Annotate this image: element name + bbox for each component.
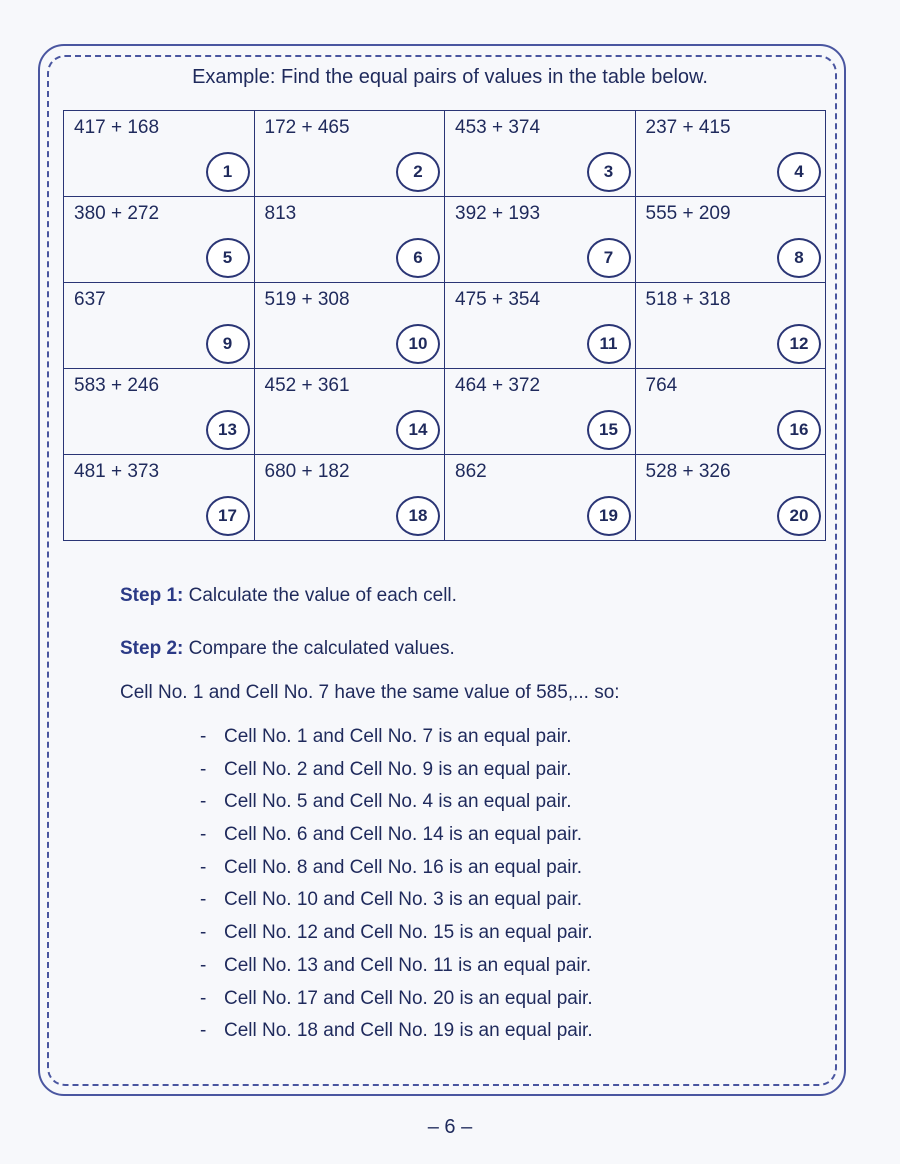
cell-number-circle: 9: [206, 324, 250, 364]
table-cell: [445, 369, 636, 455]
cell-expression: 392 + 193: [455, 203, 541, 224]
bullet-dash: -: [200, 856, 207, 878]
table-row: [64, 455, 826, 541]
table-cell: [445, 111, 636, 197]
table-cell: [64, 283, 255, 369]
table-cell: [635, 369, 826, 455]
cell-expression: 475 + 354: [455, 289, 541, 310]
table-cell: [254, 197, 445, 283]
list-item: [200, 954, 593, 987]
cell-expression: 518 + 318: [645, 289, 731, 310]
list-item: [200, 790, 593, 823]
cell-number-circle: 14: [396, 410, 440, 450]
table-cell: [64, 369, 255, 455]
bullet-dash: -: [200, 954, 207, 976]
cell-expression: 380 + 272: [74, 203, 160, 224]
bullet-dash: -: [200, 1020, 207, 1042]
table-cell: [635, 197, 826, 283]
cell-number-circle: 19: [587, 496, 631, 536]
pair-text: Cell No. 2 and Cell No. 9 is an equal pair.: [224, 758, 572, 780]
cell-expression: 452 + 361: [264, 375, 350, 396]
table-row: [64, 283, 826, 369]
intro-text: Cell No. 1 and Cell No. 7 have the same value of 585,... so:: [120, 682, 620, 703]
pair-text: Cell No. 18 and Cell No. 19 is an equal pair.: [224, 1020, 593, 1042]
cell-number-circle: 12: [777, 324, 821, 364]
list-item: [200, 1019, 593, 1052]
bullet-dash: -: [200, 889, 207, 911]
cell-expression: 417 + 168: [74, 117, 160, 138]
table-cell: [635, 111, 826, 197]
cell-number-circle: 1: [206, 152, 250, 192]
cell-number-circle: 3: [587, 152, 631, 192]
table-cell: [64, 197, 255, 283]
table-cell: [64, 111, 255, 197]
cell-number-circle: 18: [396, 496, 440, 536]
pair-text: Cell No. 1 and Cell No. 7 is an equal pair.: [224, 726, 572, 747]
pair-text: Cell No. 10 and Cell No. 3 is an equal pair.: [224, 889, 583, 911]
cell-expression: 453 + 374: [455, 117, 541, 138]
step-1: [120, 585, 457, 607]
pair-text: Cell No. 6 and Cell No. 14 is an equal pair.: [224, 824, 583, 846]
cell-expression: 528 + 326: [645, 461, 731, 482]
cell-expression: 637: [74, 289, 106, 310]
table-row: [64, 111, 826, 197]
list-item: [200, 888, 593, 921]
cell-number-circle: 6: [396, 238, 440, 278]
table-cell: [64, 455, 255, 541]
table-cell: [445, 455, 636, 541]
pair-text: Cell No. 13 and Cell No. 11 is an equal pair.: [224, 954, 592, 976]
list-item: [200, 823, 593, 856]
table-cell: [254, 283, 445, 369]
example-heading: Example: Find the equal pairs of values in the table below.: [192, 66, 708, 88]
cell-number-circle: 15: [587, 410, 631, 450]
bullet-dash: -: [200, 824, 207, 846]
cell-expression: 764: [645, 375, 678, 396]
table-cell: [635, 283, 826, 369]
cell-number-circle: 20: [777, 496, 821, 536]
list-item: [200, 921, 593, 954]
table-cell: [254, 455, 445, 541]
cell-expression: 813: [264, 203, 297, 224]
step-1-label: Step 1:: [120, 585, 184, 606]
table-cell: [635, 455, 826, 541]
cell-expression: 519 + 308: [264, 289, 350, 310]
table-cell: [254, 369, 445, 455]
step-2-text: Compare the calculated values.: [183, 638, 455, 659]
cell-number-circle: 8: [777, 238, 821, 278]
list-item: [200, 856, 593, 889]
table-row: [64, 197, 826, 283]
cell-expression: 237 + 415: [645, 117, 731, 138]
cell-expression: 172 + 465: [264, 117, 350, 138]
cell-number-circle: 13: [206, 410, 250, 450]
table-cell: [445, 197, 636, 283]
pair-text: Cell No. 5 and Cell No. 4 is an equal pair.: [224, 791, 572, 813]
page-number: – 6 –: [427, 1116, 473, 1138]
step-1-text: Calculate the value of each cell.: [183, 585, 457, 606]
bullet-dash: -: [200, 726, 207, 747]
cell-expression: 481 + 373: [74, 461, 160, 482]
cell-number-circle: 5: [206, 238, 250, 278]
list-item: [200, 725, 593, 758]
bullet-dash: -: [200, 758, 207, 780]
cell-expression: 583 + 246: [74, 375, 160, 396]
pair-text: Cell No. 8 and Cell No. 16 is an equal pair.: [224, 856, 583, 878]
pair-text: Cell No. 17 and Cell No. 20 is an equal pair.: [224, 987, 593, 1009]
cell-number-circle: 10: [396, 324, 440, 364]
pair-text: Cell No. 12 and Cell No. 15 is an equal pair.: [224, 922, 593, 944]
cell-number-circle: 7: [587, 238, 631, 278]
equal-pairs-list: [200, 725, 593, 1052]
bullet-dash: -: [200, 791, 207, 813]
step-2-label: Step 2:: [120, 638, 184, 659]
pairs-table: [63, 110, 826, 541]
step-2: [120, 638, 455, 660]
bullet-dash: -: [200, 922, 207, 944]
table-cell: [254, 111, 445, 197]
cell-number-circle: 2: [396, 152, 440, 192]
cell-expression: 862: [455, 461, 487, 482]
cell-number-circle: 4: [777, 152, 821, 192]
cell-number-circle: 16: [777, 410, 821, 450]
bullet-dash: -: [200, 987, 207, 1009]
cell-expression: 555 + 209: [645, 203, 731, 224]
cell-number-circle: 17: [206, 496, 250, 536]
table-row: [64, 369, 826, 455]
cell-expression: 464 + 372: [455, 375, 541, 396]
list-item: [200, 758, 593, 791]
cell-expression: 680 + 182: [264, 461, 350, 482]
cell-number-circle: 11: [587, 324, 631, 364]
table-cell: [445, 283, 636, 369]
list-item: [200, 987, 593, 1020]
